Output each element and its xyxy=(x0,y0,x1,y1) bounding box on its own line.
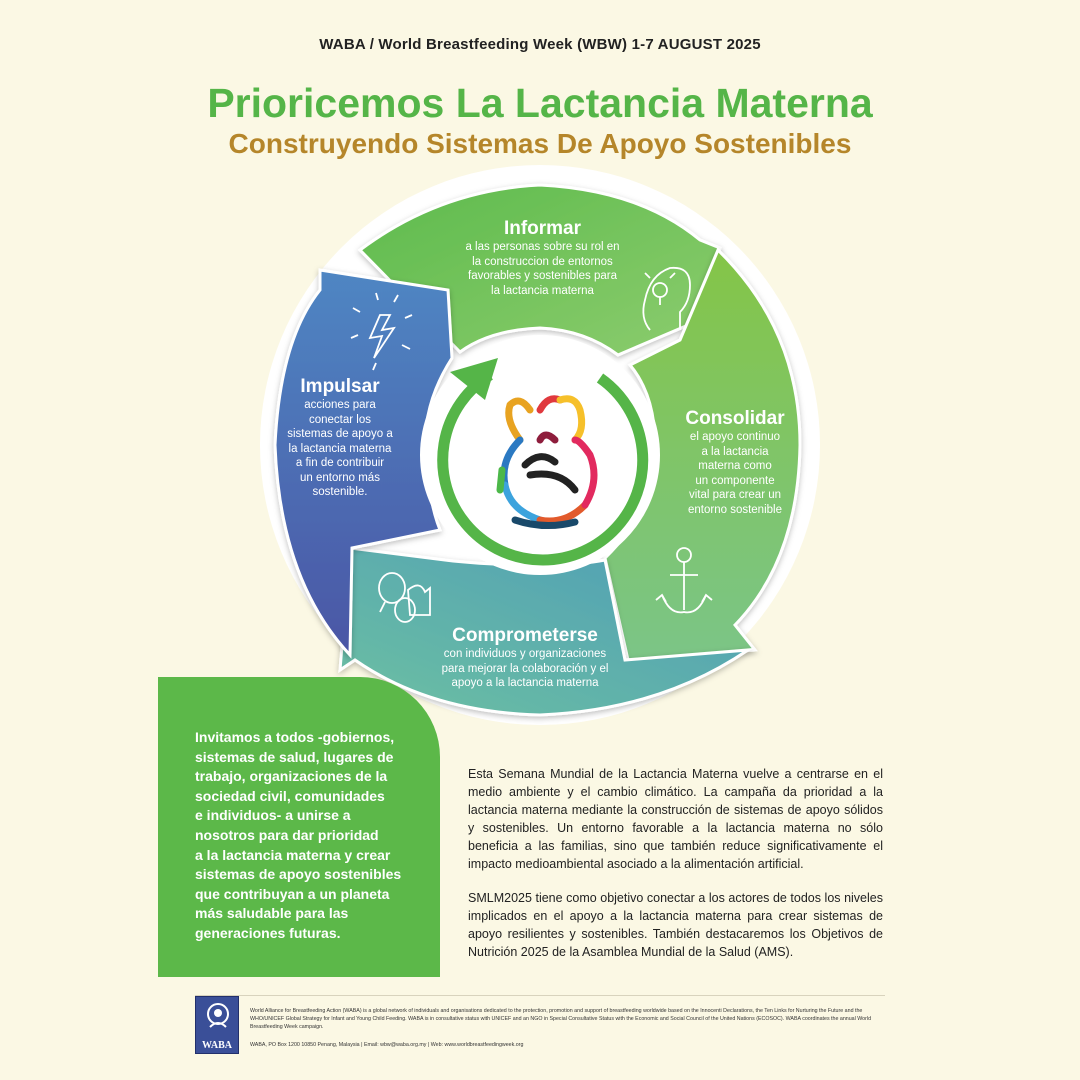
segment-comprometerse-line: apoyo a la lactancia materna xyxy=(451,677,599,689)
segment-comprometerse-line: para mejorar la colaboración y el xyxy=(441,662,609,675)
invite-line: a la lactancia materna y crear xyxy=(195,846,391,863)
waba-logo-text: WABA xyxy=(201,1040,232,1051)
segment-impulsar-line: sistemas de apoyo a xyxy=(287,428,393,440)
segment-consolidar-line: vital para crear un xyxy=(688,489,782,501)
segment-informar-title: Informar xyxy=(503,218,582,239)
segment-comprometerse-title: Comprometerse xyxy=(452,625,598,646)
segment-consolidar-line: materna como xyxy=(698,460,772,472)
invite-line: sociedad civil, comunidades xyxy=(195,787,385,804)
invite-text xyxy=(195,728,435,944)
invite-line: más saludable para las xyxy=(195,905,349,922)
waba-logo-icon xyxy=(196,997,240,1041)
segment-consolidar-title: Consolidar xyxy=(685,408,785,429)
segment-informar-line: la construccion de entornos xyxy=(472,255,613,268)
invite-line: generaciones futuras. xyxy=(195,924,341,941)
event-line: WABA / World Breastfeeding Week (WBW) 1-7 AUGUST 2025 xyxy=(319,36,761,53)
page-title: Prioricemos La Lactancia Materna xyxy=(207,80,873,126)
segment-informar-line: a las personas sobre su rol en xyxy=(465,241,620,253)
footer-divider xyxy=(195,995,885,996)
segment-impulsar-line: sostenible. xyxy=(312,486,368,498)
invite-line: nosotros para dar prioridad xyxy=(195,826,379,843)
invite-line: e individuos- a unirse a xyxy=(195,807,351,824)
segment-consolidar-line: el apoyo continuo xyxy=(689,431,781,443)
segment-impulsar-line: a fin de contribuir xyxy=(295,457,385,469)
segment-impulsar-title: Impulsar xyxy=(300,376,380,397)
segment-consolidar-text xyxy=(675,408,795,517)
footer-description: World Alliance for Breastfeeding Action (WABA) is a global network of individuals and organisations dedicated to the protection, promotion and support of breastfeeding worldwide based on the Innocenti Declarations, the Ten Links for Nurturing the Future and the WHO/UNICEF Global Strategy for Infant and Young Child Feeding. WABA is in consultative status with UNICEF and an NGO in Special Consultative Status with the Economic and Social Council of the United Nations (ECOSOC). WABA coordinates the annual World Breastfeeding Week campaign. xyxy=(250,1008,872,1031)
body-paragraph-1: Esta Semana Mundial de la Lactancia Materna vuelve a centrarse en el medio ambiente y el cambio climático. La campaña da prioridad a la lactancia materna mediante la construcción de sistemas de apoyo sólidos y sostenibles. Un entorno favorable a la lactancia materna no sólo beneficia a las familias, sino que también reduce significativamente el impacto medioambiental asociado a la alimentación artificial. xyxy=(468,767,883,871)
invite-line: trabajo, organizaciones de la xyxy=(195,768,388,785)
segment-impulsar-text xyxy=(280,376,400,500)
footer-contact: WABA, PO Box 1200 10850 Penang, Malaysia | Email: wbw@waba.org.my | Web: www.worldbreastfeedingweek.org xyxy=(250,1042,524,1048)
segment-consolidar-line: a la lactancia xyxy=(701,445,769,458)
segment-impulsar-line: conectar los xyxy=(308,413,371,426)
segment-informar-text xyxy=(455,218,630,298)
waba-logo xyxy=(195,996,239,1054)
segment-comprometerse-text xyxy=(430,625,620,691)
segment-informar-line: la lactancia materna xyxy=(491,284,594,297)
segment-consolidar-line: entorno sostenible xyxy=(688,503,782,516)
invite-line: Invitamos a todos -gobiernos, xyxy=(195,729,395,745)
body-paragraph-2: SMLM2025 tiene como objetivo conectar a los actores de todos los niveles implicados en el apoyo a la lactancia materna para crear sistemas de apoyo resilientes y sostenibles. También destacaremos los Objetivos de Nutrición 2025 de la Asamblea Mundial de la Salud (AMS). xyxy=(468,891,883,959)
segment-impulsar-line: acciones para xyxy=(304,399,376,411)
page-subtitle: Construyendo Sistemas De Apoyo Sostenibles xyxy=(228,128,852,159)
segment-impulsar-line: la lactancia materna xyxy=(288,442,392,455)
invite-line: sistemas de apoyo sostenibles xyxy=(195,866,402,883)
segment-consolidar-line: un componente xyxy=(695,474,775,487)
invite-line: que contribuyan a un planeta xyxy=(195,885,390,902)
segment-impulsar-line: un entorno más xyxy=(300,471,380,484)
segment-comprometerse-line: con individuos y organizaciones xyxy=(443,648,607,660)
segment-informar-line: favorables y sostenibles para xyxy=(468,270,617,282)
invite-line: sistemas de salud, lugares de xyxy=(195,748,394,765)
